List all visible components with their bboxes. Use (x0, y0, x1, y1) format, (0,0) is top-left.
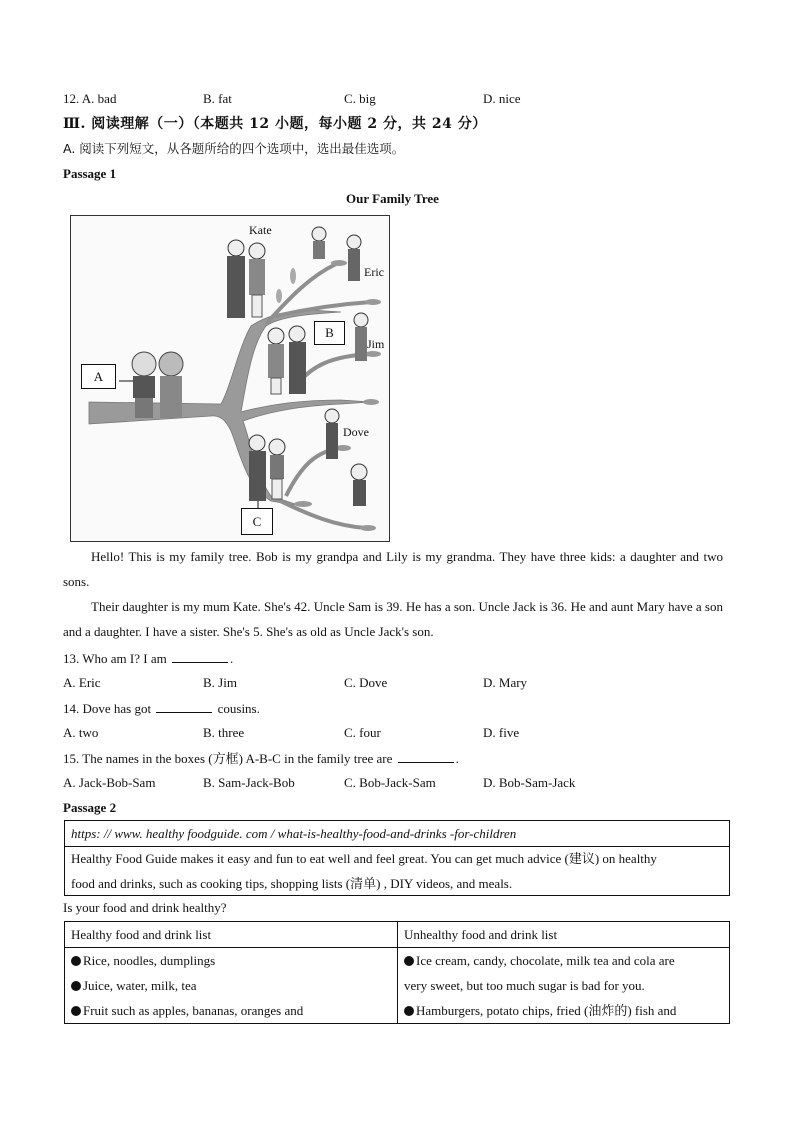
list-item: Fruit such as apples, bananas, oranges and (71, 998, 391, 1023)
sister-figure (312, 227, 326, 259)
list-item: Hamburgers, potato chips, fried (油炸的) fish and (404, 998, 723, 1023)
q13-option-d: D. Mary (483, 675, 528, 690)
q13-option-c: C. Dove (344, 675, 388, 690)
list-item: Juice, water, milk, tea (71, 973, 391, 998)
q14-option-a: A. two (63, 725, 99, 740)
q14-stem: 14. Dove has got cousins. (63, 701, 260, 716)
figure-title: Our Family Tree (346, 191, 439, 206)
q14-option-d: D. five (483, 725, 520, 740)
table-header-row (65, 922, 730, 948)
q13-option-b: B. Jim (203, 675, 237, 690)
healthy-list (65, 948, 398, 1024)
section-instruction: A. 阅读下列短文，从各题所给的四个选项中，选出最佳选项。 (63, 141, 405, 156)
q15-option-a: A. Jack-Bob-Sam (63, 775, 156, 790)
q15-option-b: B. Sam-Jack-Bob (203, 775, 295, 790)
box-a: A (81, 364, 116, 389)
list-item-continuation: very sweet, but too much sugar is bad for you. (404, 978, 645, 993)
answer-blank (398, 750, 454, 763)
q12-option-d: D. nice (483, 91, 521, 106)
bullet-icon (71, 981, 81, 991)
website-box (64, 820, 730, 896)
passage1-paragraph-1: Hello! This is my family tree. Bob is my grandpa and Lily is my grandma. They have three kids: a daughter and two sons. (63, 549, 723, 589)
label-kate: Kate (249, 223, 272, 237)
website-intro-line-1: Healthy Food Guide makes it easy and fun to eat well and feel great. You can get much advice (建议) on healthy (71, 851, 657, 866)
q12-option-c: C. big (344, 91, 376, 106)
cousin-girl-figure (351, 464, 367, 506)
bullet-icon (71, 956, 81, 966)
bullet-icon (71, 1006, 81, 1016)
list-item: Ice cream, candy, chocolate, milk tea and cola are (404, 948, 723, 973)
website-url: https: // www. healthy foodguide. com / what-is-healthy-food-and-drinks -for-children (71, 826, 517, 841)
bullet-icon (404, 1006, 414, 1016)
q15-stem: 15. The names in the boxes (方框) A-B-C in the family tree are . (63, 751, 459, 766)
unhealthy-list (398, 948, 730, 1024)
q14-option-b: B. three (203, 725, 245, 740)
family-tree-drawing (71, 216, 389, 541)
dove-figure (325, 409, 339, 459)
answer-blank (172, 650, 228, 663)
box-c: C (241, 508, 273, 535)
header-healthy: Healthy food and drink list (65, 922, 398, 948)
box-b: B (314, 321, 345, 345)
q14-option-c: C. four (344, 725, 381, 740)
passage1-label: Passage 1 (63, 166, 117, 181)
answer-blank (156, 700, 212, 713)
list-item: Rice, noodles, dumplings (71, 948, 391, 973)
food-table (64, 921, 730, 1024)
q13-option-a: A. Eric (63, 675, 101, 690)
label-jim: Jim (367, 337, 385, 351)
table-row (65, 948, 730, 1024)
q12-option-a: 12. A. bad (63, 91, 117, 106)
q13-stem: 13. Who am I? I am . (63, 651, 234, 666)
website-intro-line-2: food and drinks, such as cooking tips, shopping lists (清单) , DIY videos, and meals. (71, 876, 513, 891)
q15-option-c: C. Bob-Jack-Sam (344, 775, 436, 790)
q12-option-b: B. fat (203, 91, 232, 106)
bullet-icon (404, 956, 414, 966)
label-dove: Dove (343, 425, 369, 439)
eric-figure (347, 235, 361, 281)
b-couple-figure (268, 326, 306, 394)
passage2-question: Is your food and drink healthy? (63, 900, 227, 915)
header-unhealthy: Unhealthy food and drink list (398, 922, 730, 948)
section-title: Ⅲ. 阅读理解（一）（本题共 12 小题，每小题 2 分，共 24 分） (63, 116, 487, 132)
jim-figure (354, 313, 368, 361)
passage2-label: Passage 2 (63, 800, 117, 815)
kate-couple-figure (227, 240, 265, 318)
q15-option-d: D. Bob-Sam-Jack (483, 775, 576, 790)
passage1-paragraph-2: Their daughter is my mum Kate. She's 42. Uncle Sam is 39. He has a son. Uncle Jack is 36. He and aunt Mary have a son and a daughter. I have a sister. She's 5. She's as old as Uncle Jack's son. (63, 599, 723, 639)
family-tree-illustration (70, 215, 390, 542)
label-eric: Eric (364, 265, 384, 279)
